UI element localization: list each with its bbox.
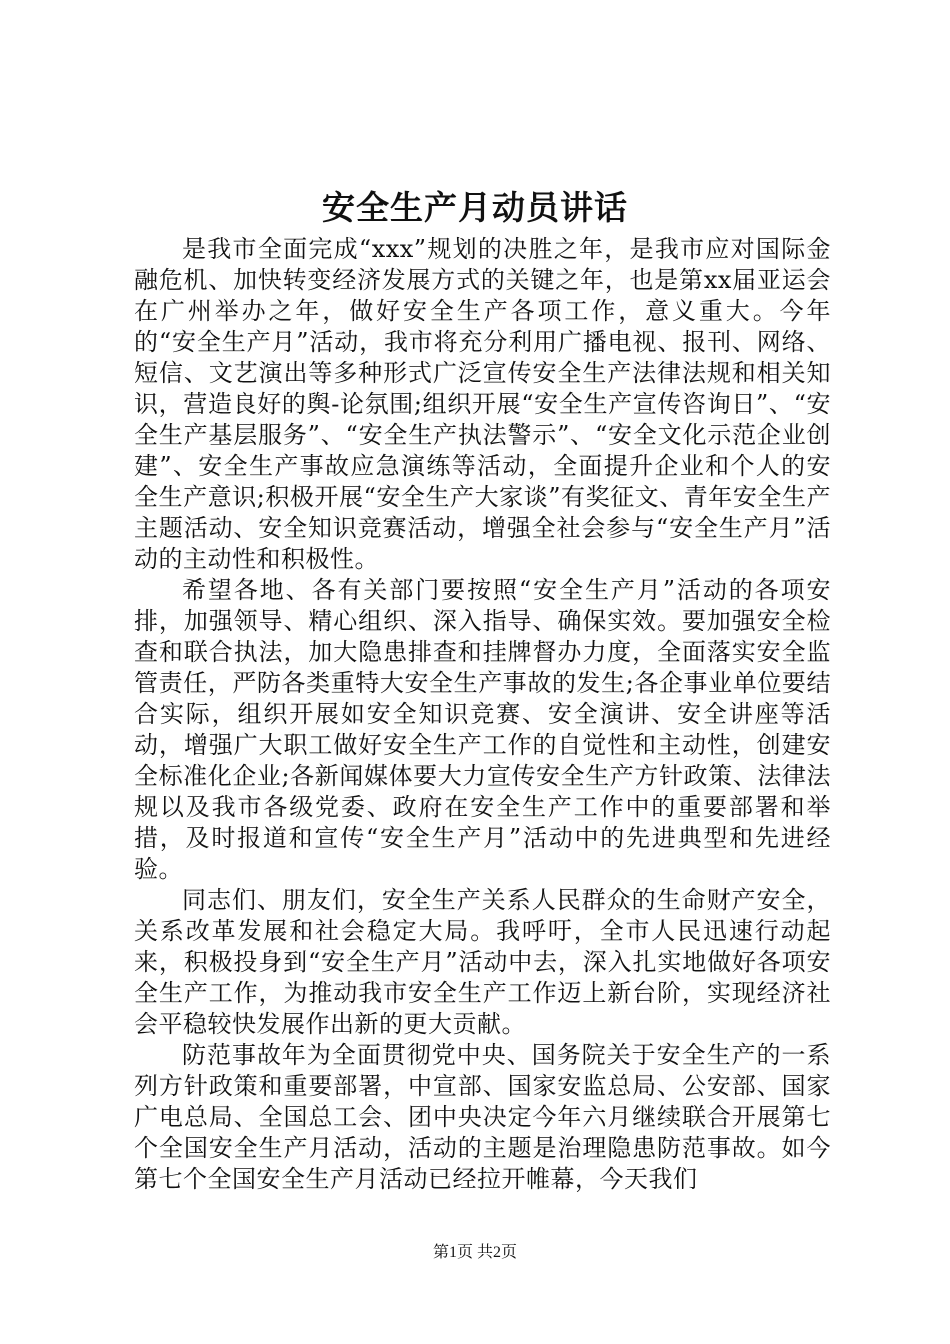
paragraph-3: 同志们、朋友们，安全生产关系人民群众的生命财产安全，关系改革发展和社会稳定大局。我呼吁，全市人民迅速行动起来，积极投身到“安全生产月”活动中去，深入扎实地做好各项安全生产工作，为推动我市安全生产工作迈上新台阶，实现经济社会平稳较快发展作出新的更大贡献。 [134,886,831,1038]
paragraph-4: 防范事故年为全面贯彻党中央、国务院关于安全生产的一系列方针政策和重要部署，中宣部、国家安监总局、公安部、国家广电总局、全国总工会、团中央决定今年六月继续联合开展第七个全国安全生产月活动，活动的主题是治理隐患防范事故。如今第七个全国安全生产月活动已经拉开帷幕，今天我们 [134,1041,831,1193]
document-title: 安全生产月动员讲话 [322,188,628,227]
paragraph-2: 希望各地、各有关部门要按照“安全生产月”活动的各项安排，加强领导、精心组织、深入指导、确保实效。要加强安全检查和联合执法，加大隐患排查和挂牌督办力度，全面落实安全监管责任，严防各类重特大安全生产事故的发生;各企事业单位要结合实际，组织开展如安全知识竞赛、安全演讲、安全讲座等活动，增强广大职工做好安全生产工作的自觉性和主动性，创建安全标准化企业;各新闻媒体要大力宣传安全生产方针政策、法律法规以及我市各级党委、政府在安全生产工作中的重要部署和举措，及时报道和宣传“安全生产月”活动中的先进典型和先进经验。 [134,576,831,883]
document-body [134,234,831,1195]
page-number-footer: 第1页 共2页 [432,1244,517,1261]
paragraph-1: 是我市全面完成“xxx”规划的决胜之年，是我市应对国际金融危机、加快转变经济发展方式的关键之年，也是第xx届亚运会在广州举办之年，做好安全生产各项工作，意义重大。今年的“安全生产月”活动，我市将充分利用广播电视、报刊、网络、短信、文艺演出等多种形式广泛宣传安全生产法律法规和相关知识，营造良好的舆-论氛围;组织开展“安全生产宣传咨询日”、“安全生产基层服务”、“安全生产执法警示”、“安全文化示范企业创建”、安全生产事故应急演练等活动，全面提升企业和个人的安全生产意识;积极开展“安全生产大家谈”有奖征文、青年安全生产主题活动、安全知识竞赛活动，增强全社会参与“安全生产月”活动的主动性和积极性。 [134,235,831,573]
